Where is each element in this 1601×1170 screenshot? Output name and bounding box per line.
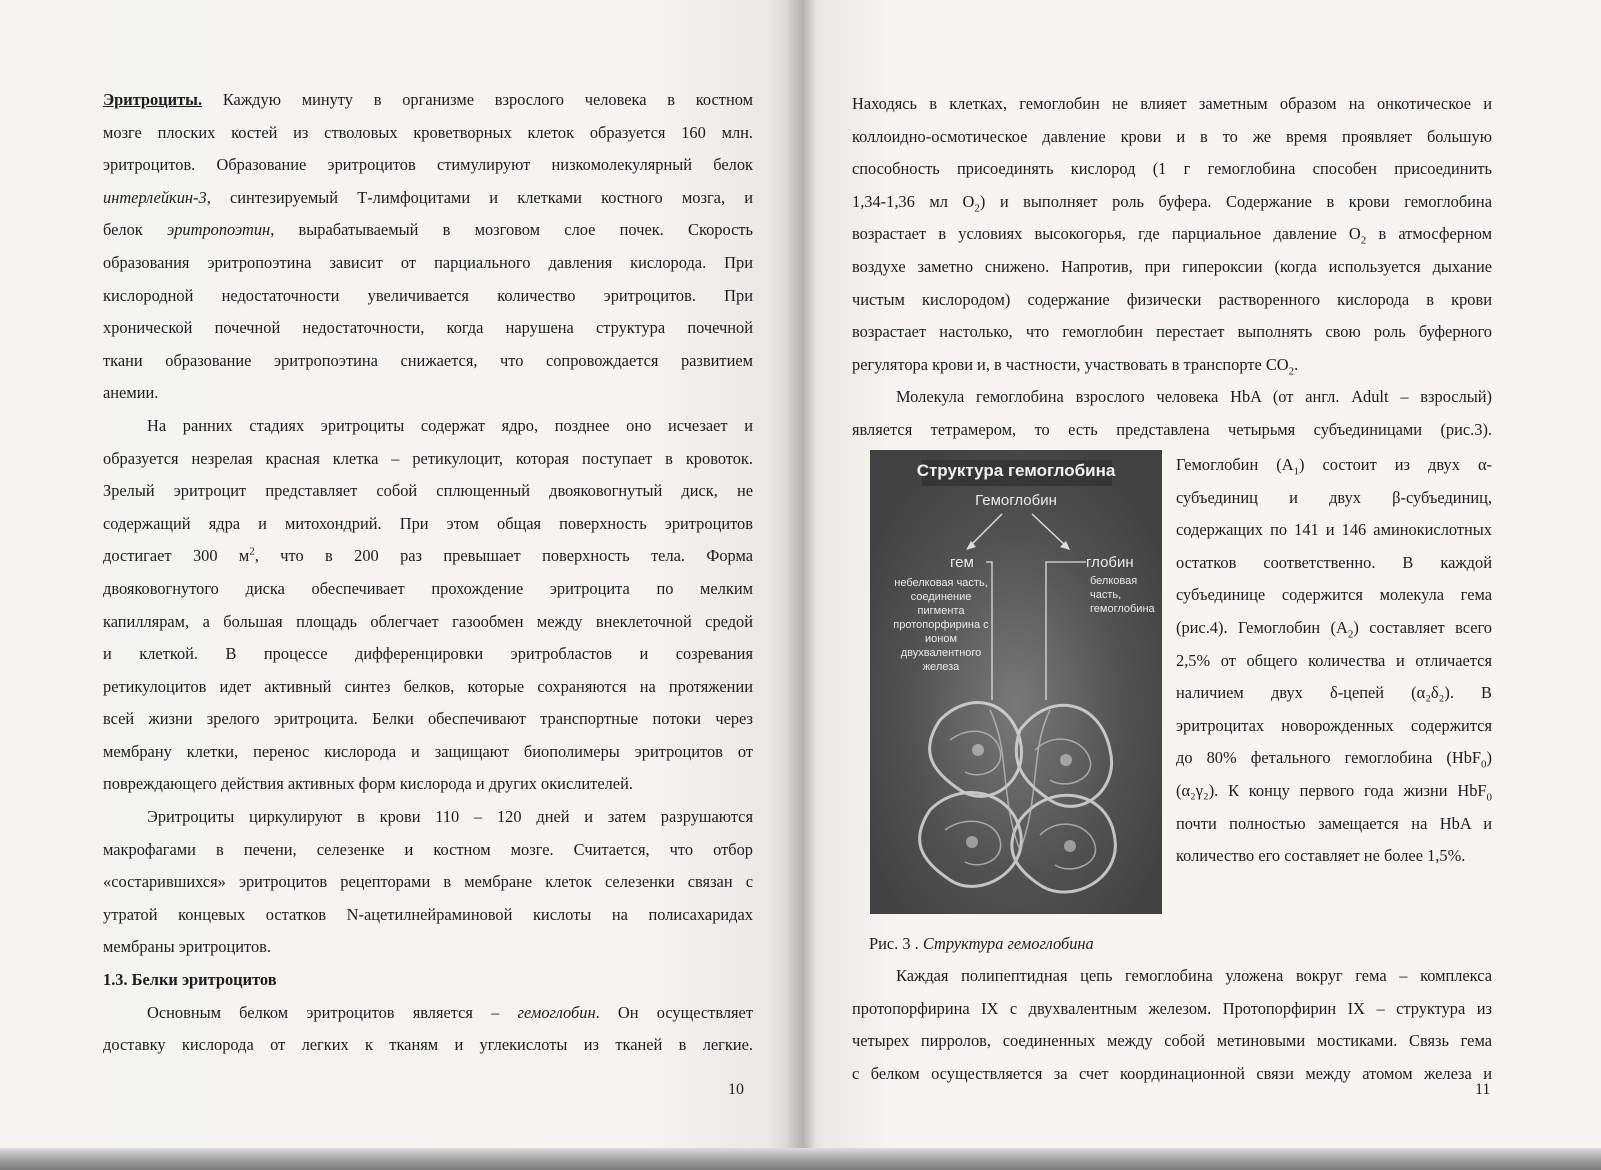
text-run-t: количество его составляет не более 1,5%. (1176, 846, 1466, 866)
text-line (103, 997, 753, 1030)
text-line (852, 121, 1492, 154)
text-line (1176, 482, 1492, 515)
caption-prefix: Рис. 3 . (869, 934, 923, 953)
text-run-t0: (α₂γ₂). К концу первого года жизни HbF (1176, 780, 1487, 800)
text-run-i: интерлейкин-3 (103, 187, 207, 207)
text-line (852, 381, 1492, 414)
text-line (852, 1025, 1492, 1058)
hemoglobin-illustration (870, 450, 1162, 914)
text-line (1176, 449, 1492, 482)
text-line (1176, 677, 1492, 710)
text-run-t: и клеткой. В процессе дифференцировки эритробластов и созревания (103, 644, 753, 664)
text-line (103, 573, 753, 606)
text-line (1176, 742, 1492, 775)
text-run-t0: Гемоглобин (A (1176, 455, 1294, 474)
text-line (1176, 840, 1492, 873)
text-line (1176, 645, 1492, 678)
section-heading: 1.3. Белки эритроцитов (103, 970, 277, 990)
right-page-side-text (1176, 449, 1492, 873)
text-run-t: почти полностью замещается на HbA и (1176, 813, 1492, 833)
text-line (1176, 710, 1492, 743)
text-run-t: мозге плоских костей из стволовых кроветворных клеток образуется 160 млн. (103, 122, 753, 142)
text-run-t: в атмосферном (1366, 224, 1492, 244)
text-run-sub: 2 (1360, 234, 1367, 247)
text-run-t: ) и выполняет роль буфера. Содержание в крови гемоглобина (979, 191, 1492, 211)
text-run-u: Эритроциты. (103, 90, 203, 109)
text-run-t: является тетрамером, то есть представлена четырьмя субъединицами (рис.3). (852, 419, 1492, 439)
text-line (103, 801, 753, 834)
page-number-left: 10 (728, 1081, 744, 1098)
text-line (103, 638, 753, 671)
text-run-sub: 2 (1288, 365, 1295, 378)
text-run-t0: белок (103, 220, 167, 240)
figure-globin-description: белковая часть, гемоглобина (1090, 575, 1155, 615)
text-run-sup: 2 (249, 545, 255, 558)
text-run-t: капиллярам, а большая площадь облегчает газообмен между внеклеточной средой (103, 611, 753, 631)
text-line (1176, 547, 1492, 580)
page-number-right: 11 (1475, 1081, 1491, 1098)
text-run-sub: 1 (1293, 465, 1300, 478)
text-run-t: «состарившихся» эритроцитов рецепторами в мембране клеток селезенки связан с (103, 872, 753, 892)
text-run-t: возрастает настолько, что гемоглобин перестает выполнять свою роль буферного (852, 322, 1492, 342)
text-line (103, 247, 753, 280)
text-line (103, 703, 753, 736)
text-run-t: субъединице содержится молекула гема (1176, 585, 1492, 605)
text-run-t: субъединиц и двух β-субъединиц, (1176, 487, 1492, 507)
text-run-t: наличием двух δ-цепей (α₂δ₂). В (1176, 683, 1492, 703)
text-run-t: , что в 200 раз превышает поверхность тела. Форма (254, 546, 754, 566)
hemoglobin-structure-figure (870, 450, 1162, 914)
text-run-t: . (1294, 354, 1299, 374)
text-line (103, 671, 753, 704)
figure-hemoglobin-label: Гемоглобин (975, 492, 1057, 509)
text-line (103, 834, 753, 867)
text-run-t: содержащих по 141 и 146 аминокислотных (1176, 520, 1492, 540)
text-line (852, 186, 1492, 219)
text-line (103, 377, 753, 410)
text-line (103, 443, 753, 476)
text-line (852, 960, 1492, 993)
text-line (1176, 775, 1492, 808)
text-run-t0: (рис.4). Гемоглобин (A (1176, 617, 1348, 637)
text-line (103, 1029, 753, 1062)
figure-caption (869, 934, 1094, 954)
right-page-bottom-text (852, 960, 1492, 1090)
text-run-t: ткани образование эритропоэтина снижается, что сопровождается развитием (103, 350, 753, 370)
book-gutter (786, 0, 816, 1170)
text-run-t0: 1,34-1,36 мл O (852, 191, 975, 211)
text-run-t: воздухе заметно снижено. Напротив, при гипероксии (когда используется дыхание (852, 256, 1492, 276)
text-line (103, 866, 753, 899)
text-line (103, 508, 753, 541)
text-line (852, 993, 1492, 1026)
text-run-t: утратой концевых остатков N-ацетилнейраминовой кислоты на полисахаридах (103, 904, 753, 924)
text-line (852, 414, 1492, 447)
text-run-t: четырех пирролов, соединенных между собой метиновыми мостиками. Связь гема (852, 1031, 1492, 1051)
figure-heme-description: небелковая часть, соединение пигмента протопорфирина с ионом двухвалентного железа (893, 577, 989, 673)
text-run-t: 2,5% от общего количества и отличается (1176, 650, 1492, 670)
text-run-t0: достигает 300 м (103, 546, 250, 566)
scanner-edge-shadow (0, 1148, 1601, 1170)
text-run-t: анемии. (103, 383, 159, 403)
text-run-t0: Основным белком эритроцитов является – (147, 1002, 518, 1022)
text-line (852, 316, 1492, 349)
text-line (852, 153, 1492, 186)
text-line (103, 345, 753, 378)
text-run-t: Эритроциты циркулируют в крови 110 – 120 дней и затем разрушаются (147, 807, 753, 827)
text-run-t: ) (1486, 748, 1492, 768)
text-run-t: всей жизни зрелого эритроцита. Белки обеспечивают транспортные потоки через (103, 709, 753, 729)
text-run-i: гемоглобин (517, 1002, 596, 1022)
text-line (1176, 612, 1492, 645)
figure-globin-label: глобин (1086, 554, 1134, 571)
text-line (1176, 579, 1492, 612)
right-page-top-text (852, 88, 1492, 447)
text-run-sub: 2 (1347, 628, 1354, 641)
text-line (852, 251, 1492, 284)
text-run-t: двояковогнутого диска обеспечивает прохождение эритроцита по мелким (103, 578, 753, 598)
text-run-t: ретикулоцитов идет активный синтез белков, которые сохраняются на протяжении (103, 676, 753, 696)
left-page-text (103, 84, 753, 1062)
caption-title: Структура гемоглобина (922, 934, 1094, 953)
text-run-t: повреждающего действия активных форм кислорода и других окислителей. (103, 774, 633, 794)
text-run-t: образования эритропоэтина зависит от парциального давления кислорода. При (103, 252, 753, 272)
text-line (852, 1058, 1492, 1091)
text-run-t: хронической почечной недостаточности, когда нарушена структура почечной (103, 318, 753, 338)
text-line (103, 84, 753, 117)
text-run-t: коллоидно-осмотическое давление крови и в то же время проявляет большую (852, 126, 1492, 146)
text-run-t0: возрастает в условиях высокогорья, где парциальное давление O (852, 224, 1361, 244)
text-line (103, 410, 753, 443)
text-run-t: способность присоединять кислород (1 г гемоглобина способен присоединить (852, 159, 1492, 179)
text-run-t: , вырабатываемый в мозговом слое почек. Скорость (270, 220, 754, 240)
text-line (852, 88, 1492, 121)
text-run-t: доставку кислорода от легких к тканям и углекислоты из тканей в легкие. (103, 1035, 753, 1055)
text-line (103, 182, 753, 215)
text-run-t: с белком осуществляется за счет координационной связи между атомом железа и (852, 1063, 1492, 1083)
figure-title: Структура гемоглобина (916, 461, 1116, 480)
text-run-t: образуется незрелая красная клетка – ретикулоцит, которая поступает в кровоток. (103, 448, 753, 468)
text-line (103, 149, 753, 182)
text-run-t: макрофагами в печени, селезенке и костном мозге. Считается, что отбор (103, 839, 753, 859)
text-line (103, 606, 753, 639)
text-line (103, 768, 753, 801)
text-run-t: . Он осуществляет (595, 1002, 753, 1022)
figure-heme-label: гем (950, 554, 974, 571)
text-line (852, 218, 1492, 251)
text-run-t: мембрану клетки, перенос кислорода и защищают биополимеры эритроцитов от (103, 741, 753, 761)
text-run-t: мембраны эритроцитов. (103, 937, 271, 957)
text-line (1176, 808, 1492, 841)
text-run-t: содержащий ядра и митохондрий. При этом общая поверхность эритроцитов (103, 513, 753, 533)
text-run-t: протопорфирина IX с двухвалентным железом. Протопорфирин IX – структура из (852, 998, 1492, 1018)
text-line (852, 284, 1492, 317)
text-line (1176, 514, 1492, 547)
text-run-t: эритроцитах новорожденных содержится (1176, 715, 1492, 735)
text-run-t: Находясь в клетках, гемоглобин не влияет заметным образом на онкотическое и (852, 94, 1492, 113)
text-run-sub: 0 (1486, 791, 1492, 804)
text-line (103, 312, 753, 345)
text-run-t0: регулятора крови и, в частности, участвовать в транспорте CO (852, 354, 1289, 374)
text-line (103, 280, 753, 313)
text-line (103, 117, 753, 150)
text-line (103, 540, 753, 573)
text-line (103, 736, 753, 769)
text-run-t: Зрелый эритроцит представляет собой сплющенный двояковогнутый диск, не (103, 481, 753, 501)
text-line (852, 349, 1492, 382)
text-line (103, 475, 753, 508)
text-run-t: Каждую минуту в организме взрослого человека в костном (202, 90, 753, 109)
text-run-t: На ранних стадиях эритроциты содержат ядро, позднее оно исчезает и (147, 415, 753, 435)
text-run-t0: до 80% фетального гемоглобина (HbF (1176, 748, 1482, 768)
text-run-t: ) состоит из двух α- (1299, 455, 1492, 474)
text-run-t: , синтезируемый Т-лимфоцитами и клетками костного мозга, и (206, 187, 753, 207)
text-run-i: эритропоэтин (167, 220, 271, 240)
text-line (103, 931, 753, 964)
text-line (103, 899, 753, 932)
text-line (103, 214, 753, 247)
text-run-t: Молекула гемоглобина взрослого человека HbA (от англ. Adult – взрослый) (896, 387, 1492, 407)
text-run-t: кислородной недостаточности увеличивается количество эритроцитов. При (103, 285, 753, 305)
text-run-t: остатков соответственно. В каждой (1176, 552, 1492, 572)
text-run-t: эритроцитов. Образование эритроцитов стимулируют низкомолекулярный белок (103, 155, 753, 175)
text-run-t: Каждая полипептидная цепь гемоглобина уложена вокруг гема – комплекса (896, 966, 1492, 985)
text-run-sub: 0 (1481, 758, 1487, 771)
text-run-sub: 2 (974, 202, 980, 215)
text-run-t: ) составляет всего (1353, 617, 1492, 637)
text-run-t: чистым кислородом) содержание физически растворенного кислорода в крови (852, 289, 1492, 309)
